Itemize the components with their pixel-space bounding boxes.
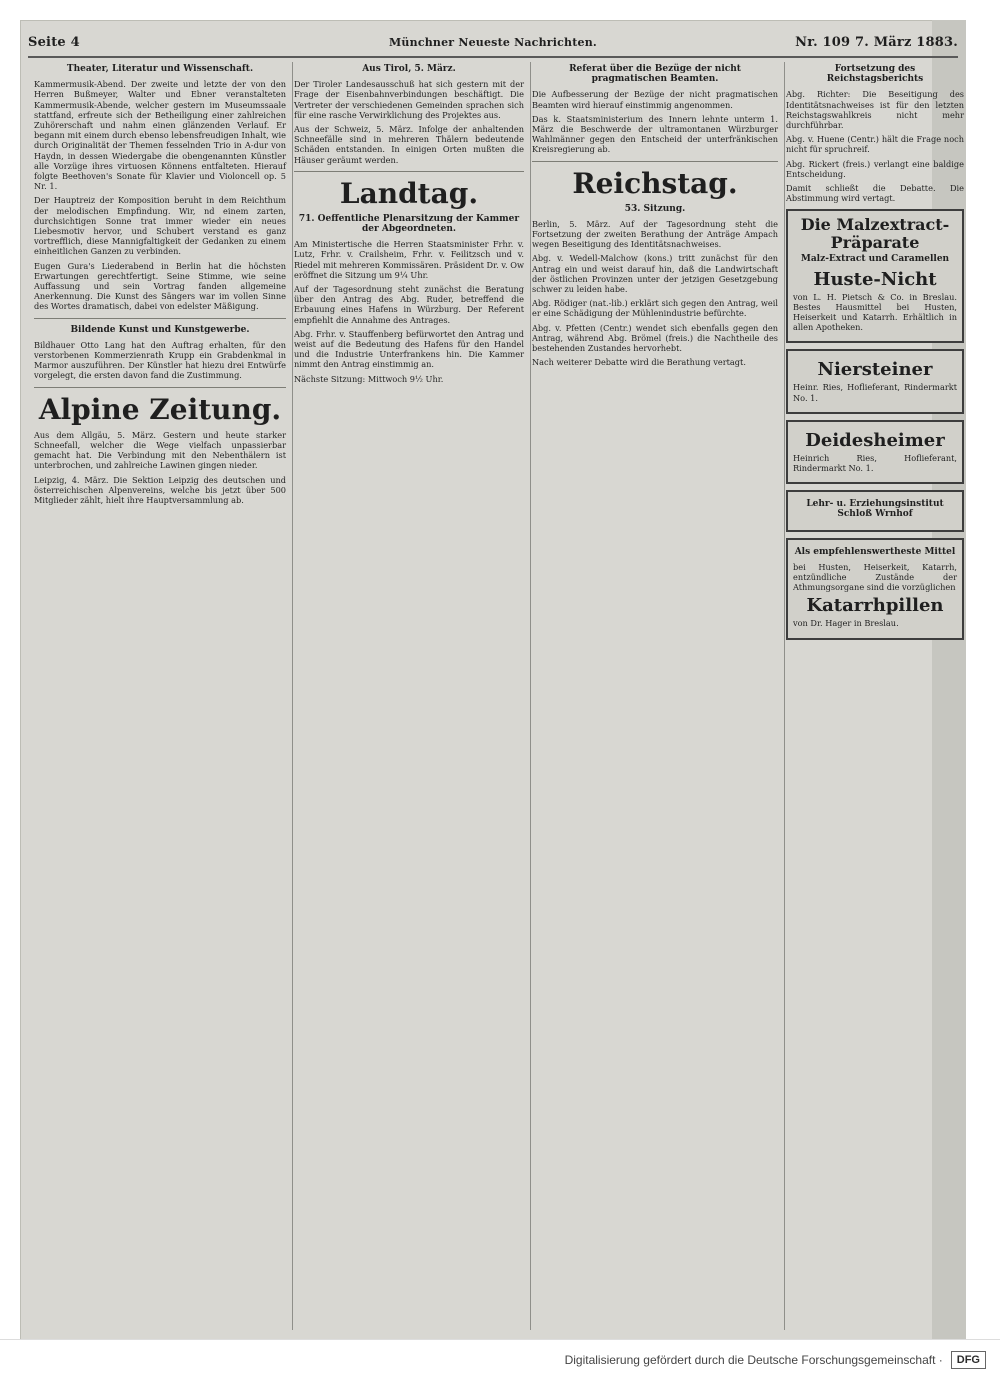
column-2-text-3: Am Ministertische die Herren Staatsminister Frhr. v. Lutz, Frhr. v. Crailsheim, Frhr. v. Feilitzsch und v. Riedel mit mehreren Kommissären. Präsident Dr. v. Ow eröffnet die Sitzung um 9¼ Uhr. [294,239,524,280]
ad-institute-title: Lehr- u. Erziehungsinstitut Schloß Wrnhof [806,499,944,520]
ad-katarrh [786,538,964,640]
column-4-text-3: Abg. Rickert (freis.) verlangt eine baldige Entscheidung. [786,158,964,179]
column-3-text-7: Nach weiterer Debatte wird die Berathung vertagt. [532,357,746,368]
column-1 [28,62,293,1330]
column-3-title: Referat über die Bezüge der nicht pragmatischen Beamten. [569,64,741,85]
column-4 [780,62,966,1330]
ad-niersteiner [786,349,964,413]
newspaper-page [20,20,966,1340]
dfg-logo: DFG [951,1351,986,1369]
column-3-text-5: Abg. Rödiger (nat.-lib.) erklärt sich gegen den Antrag, weil er eine Schädigung der Mühlenindustrie befürchte. [532,298,778,319]
column-2-divider [294,171,524,172]
column-1-divider-1 [34,318,286,319]
column-2-text-6: Nächste Sitzung: Mittwoch 9½ Uhr. [294,373,444,384]
header-right: Nr. 109 7. März 1883. [795,34,958,50]
ad-katarrh-brand: Katarrhpillen [806,595,944,617]
ad-niersteiner-title: Niersteiner [817,359,933,381]
column-3-text-6: Abg. v. Pfetten (Centr.) wendet sich ebenfalls gegen den Antrag, während Abg. Brömel (freis.) die Nachtheile des bestehenden Zustandes hervorhebt. [532,322,778,354]
column-4-text-4: Damit schließt die Debatte. Die Abstimmung wird vertagt. [786,183,964,204]
ad-institute [786,490,964,531]
column-1-text-1: Kammermusik-Abend. Der zweite und letzte der von den Herren Bußmeyer, Walter und Ebner veranstalteten Kammermusik-Abende, welcher gestern im Museumssaale stattfand, erfreute sich der Betheiligung einer zahlreichen Zuhörerschaft und nahm einen glänzenden Verlauf. Er begann mit einem durch ebenso lebensfreudigen Inhalt, wie durch Originalität der Themen fesselnden Trio in A-dur von Haydn, in dessen Wiedergabe die obengenannten Künstler alle Vorzüge ihres virtuosen Könnens entfalteten. Hierauf folgte Beethoven's Sonate für Klavier und Violoncell op. 5 Nr. 1. [34,79,286,192]
footer-credit-text: Digitalisierung gefördert durch die Deutsche Forschungsgemeinschaft · [564,1352,943,1367]
column-1-text-2: Der Hauptreiz der Komposition beruht in dem Reichthum der melodischen Empfindung. Wir, nd einem zarten, durchsichtigen Sonne trat immer wieder ein neues Liebesmotiv hervor, und Schubert verstand es ganz vortrefflich, diese Mannigfaltigkeit der Gedanken zu einem einheitlichen Ganzen zu verbinden. [34,195,286,257]
header-center: Münchner Neueste Nachrichten. [389,35,597,49]
landtag-subtitle: 71. Oeffentliche Plenarsitzung der Kammer der Abgeordneten. [298,213,520,235]
column-4-text-2: Abg. v. Huene (Centr.) hält die Frage noch nicht für spruchreif. [786,134,964,155]
column-2-text-2: Aus der Schweiz, 5. März. Infolge der anhaltenden Schneefälle sind in mehreren Thälern bedeutende Schäden entstanden. In einigen Orten mußten die Häuser geräumt werden. [294,124,524,165]
header-left: Seite 4 [28,34,80,50]
column-1-title-2: Bildende Kunst und Kunstgewerbe. [70,324,250,335]
ad-deidesheimer-text: Heinrich Ries, Hoflieferant, Rindermarkt No. 1. [793,452,957,474]
reichstag-subtitle: 53. Sitzung. [624,203,686,214]
ad-malzextract-subtitle: Malz-Extract und Caramellen [800,254,950,265]
landtag-title: Landtag. [339,176,479,210]
column-1-title: Theater, Literatur und Wissenschaft. [66,64,254,74]
column-3-text-2: Das k. Staatsministerium des Innern lehnte unterm 1. März die Beschwerde der ultramontanen Würzburger Wahlmänner gegen den Entscheid der unterfränkischen Kreisregierung ab. [532,113,778,155]
alpine-title: Alpine Zeitung. [38,392,282,426]
ad-deidesheimer [786,420,964,484]
footer-credit-bar [0,1339,1000,1379]
column-2-text-5: Abg. Frhr. v. Stauffenberg befürwortet den Antrag und weist auf die Bedeutung des Hafens für den Handel und die Industrie Unterfrankens hin. Die Kammer nimmt den Antrag einstimmig an. [294,328,524,370]
column-1-text-6: Leipzig, 4. März. Die Sektion Leipzig des deutschen und österreichischen Alpenvereins, welche bis jetzt über 500 Mitglieder zählt, hielt ihre Hauptversammlung ab. [34,474,286,505]
ad-malzextract-text: von L. H. Pietsch & Co. in Breslau. Bestes Hausmittel bei Husten, Heiserkeit und Katarrh. Erhältlich in allen Apotheken. [793,291,957,333]
column-1-text-5: Aus dem Allgäu, 5. März. Gestern und heute starker Schneefall, welcher die Wege vielfach unpassierbar gemacht hat. Die Verbindung mit den Nebenthälern ist unterbrochen, und zahlreiche Lawinen gingen nieder. [34,429,286,471]
ad-katarrh-footer: von Dr. Hager in Breslau. [793,618,899,629]
column-3-text-1: Die Aufbesserung der Bezüge der nicht pragmatischen Beamten wird hierauf einstimmig angenommen. [532,89,778,110]
column-2-title: Aus Tirol, 5. März. [362,64,456,74]
column-1-text-4: Bildhauer Otto Lang hat den Auftrag erhalten, für den verstorbenen Kommerzienrath Krupp ein Grabdenkmal in Marmor auszuführen. Der Künstler hat hiezu drei Entwürfe vorgelegt, die ersten davon fand die Zustimmung. [34,339,286,381]
column-4-title: Fortsetzung des Reichstagsberichts [826,64,924,85]
column-2 [288,62,531,1330]
column-2-text-1: Der Tiroler Landesausschuß hat sich gestern mit der Frage der Eisenbahnverbindungen beschäftigt. Die Vertreter der verschiedenen Gemeinden sprachen sich für eine rasche Verwirklichung des Projektes aus. [294,79,524,120]
column-1-divider-2 [34,387,286,388]
ad-deidesheimer-title: Deidesheimer [805,429,945,451]
page-header [28,28,958,58]
column-2-text-4: Auf der Tagesordnung steht zunächst die Beratung über den Antrag des Abg. Ruder, betreffend die Erbauung eines Hafens in Würzburg. Der Referent empfiehlt die Annahme des Antrages. [294,284,524,325]
ad-malzextract [786,209,964,343]
ad-katarrh-text: bei Husten, Heiserkeit, Katarrh, entzündliche Zustände der Athmungsorgane sind die vorzüglichen [793,561,957,593]
column-3-text-4: Abg. v. Wedell-Malchow (kons.) tritt zunächst für den Antrag ein und weist darauf hin, daß die Landwirtschaft der östlichen Provinzen unter der jetzigen Gesetzgebung schwer zu leiden habe. [532,253,778,295]
column-4-text-1: Abg. Richter: Die Beseitigung des Identitätsnachweises ist für den letzten Reichstagswahlkreis nicht mehr durchführbar. [786,89,964,131]
column-1-text-3: Eugen Gura's Liederabend in Berlin hat die höchsten Erwartungen gerechtfertigt. Seine Stimme, wie seine Auffassung und sein Vortrag fanden allgemeine Anerkennung. Die Kunst des Sängers war im vollen Sinne des Wortes dramatisch, dabei von edelster Mäßigung. [34,260,286,312]
column-3-divider [532,161,778,162]
column-3-text-3: Berlin, 5. März. Auf der Tagesordnung steht die Fortsetzung der zweiten Berathung der Anträge Ampach wegen Beseitigung des Identitätsnachweises. [532,218,778,250]
ad-katarrh-title: Als empfehlenswertheste Mittel [794,546,956,557]
ad-malzextract-brand: Huste-Nicht [813,268,937,290]
reichstag-title: Reichstag. [572,166,738,200]
ad-niersteiner-text: Heinr. Ries, Hoflieferant, Rindermarkt No. 1. [793,382,957,403]
column-3 [526,62,785,1330]
ad-malzextract-title: Die Malzextract-Präparate [800,215,950,253]
